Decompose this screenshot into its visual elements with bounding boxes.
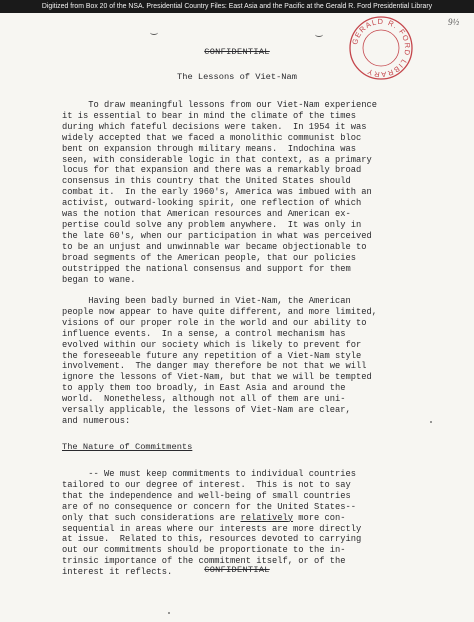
paragraph-climate-of-times: To draw meaningful lessons from our Viet-Nam experience it is essential to bear in mind the climate of the times during which fateful decisions were taken. In 1954 it was widely accepted that we faced a monolithic communist bloc bent on expansion through military means. Indochina was seen, with considerable logic in that context, as a primary locus for that expansion and there was a remarkably broad consensus in this country that the United States should combat it. In the early 1960's, America was imbued with an activist, outward-looking spirit, one reflection of which was the notion that American resources and American ex- pertise could solve any problem anywhere. It was only in the late 60's, when our participation in what was perceived to be an unjust and unwinnable war became objectionable to broad segments of the American people, that our policies outstripped the national consensus and support for them began to wane.: [62, 100, 378, 285]
handwritten-page-number: 9½: [448, 17, 460, 27]
paper-speck: [168, 612, 170, 614]
classification-text: CONFIDENTIAL: [204, 47, 270, 57]
archive-banner: Digitized from Box 20 of the NSA. Presidential Country Files: East Asia and the Pacific at the Gerald R. Ford Presidential Library: [0, 0, 474, 13]
paragraph-lessons-numerous: Having been badly burned in Viet-Nam, the American people now appear to have quite different, and more limited, visions of our proper role in the world and our ability to influence events. In a sense, a control mechanism has evolved within our society which is likely to prevent for the foreseeable future any repetition of a Viet-Nam style involvement. The danger may therefore be not that we will ignore the lessons of Viet-Nam, but that we will be tempted to apply them too broadly, in East Asia and around the world. Nonetheless, although not all of them are uni- versally applicable, the lessons of Viet-Nam are clear, and numerous:: [62, 296, 378, 426]
seal-text: GERALD R. FORD LIBRARY: [350, 16, 413, 80]
paragraph-commitments: [62, 469, 361, 578]
commitments-text-start: -- We must keep commitments to individual countries tailored to our degree of interest. This is not to say that the independence and well-being of small countries are of no consequence or concern for the United States-- only that such considerations are: [62, 469, 357, 523]
section-heading: The Nature of Commitments: [62, 442, 193, 452]
document-title: The Lessons of Viet-Nam: [177, 72, 297, 82]
classification-marking-bottom: [0, 565, 474, 575]
commitments-text-end: more con- sequential in areas where our interests are more directly at issue. Related to this, resources devoted to carrying out our commitments should be proportionate to the in- trinsic importance of the commitment itself, or of the interest it reflects.: [62, 512, 362, 578]
classification-marking-top: [0, 47, 474, 57]
classification-text: CONFIDENTIAL: [204, 565, 270, 575]
punch-hole-mark: [315, 32, 323, 37]
punch-hole-mark: [150, 30, 158, 35]
emphasized-word: relatively: [240, 512, 294, 523]
paper-speck: [430, 421, 432, 423]
